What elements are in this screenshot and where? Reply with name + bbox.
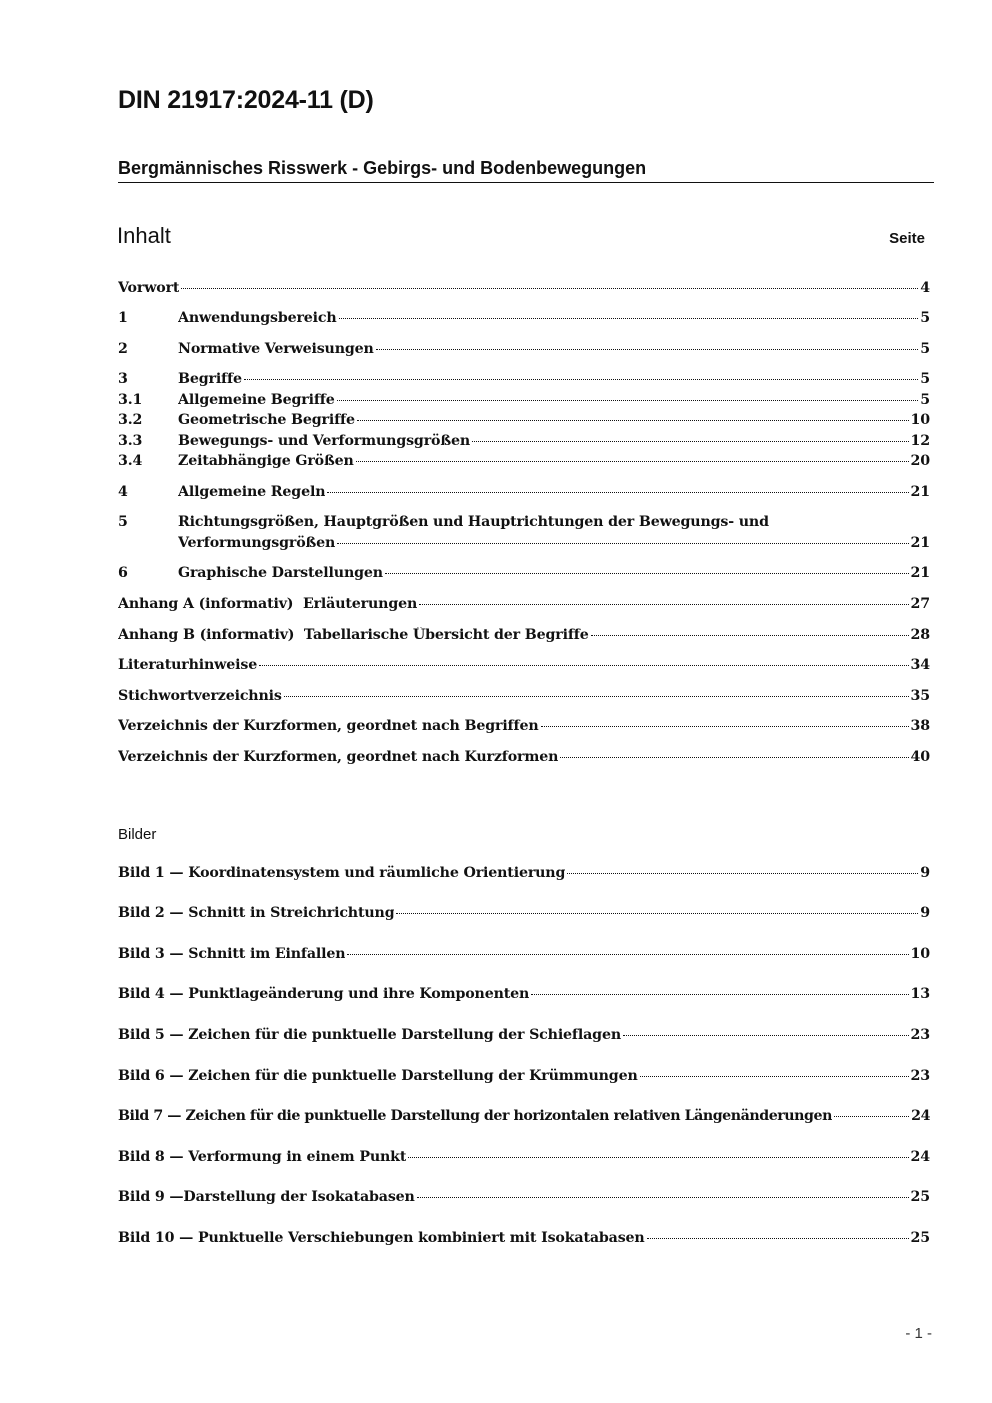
figure-entry-page: 24 [911, 1108, 930, 1124]
figure-entry[interactable] [118, 1027, 930, 1049]
figure-entry-text: Bild 3 — Schnitt im Einfallen [118, 946, 346, 962]
toc-entry-number: 1 [118, 310, 128, 326]
toc-entry-page: 12 [910, 433, 930, 449]
toc-entry-page: 10 [910, 412, 930, 428]
toc-leader-dots [337, 543, 908, 544]
toc-leader-dots [244, 379, 918, 380]
toc-entry-page: 21 [910, 565, 930, 581]
toc-entry-number: 3.3 [118, 433, 143, 449]
figure-entry-page: 13 [910, 986, 930, 1002]
toc-entry-bibliography[interactable] [118, 657, 930, 679]
toc-leader-dots [472, 441, 909, 442]
toc-leader-dots [376, 349, 919, 350]
toc-entry[interactable] [118, 565, 930, 587]
toc-entry-number: 6 [118, 565, 128, 581]
toc-entry[interactable] [118, 484, 930, 506]
toc-entry-text: Allgemeine Begriffe [178, 392, 335, 408]
figure-entry[interactable] [118, 1068, 930, 1090]
figure-entry-page: 25 [910, 1230, 930, 1246]
toc-entry[interactable] [118, 433, 930, 455]
toc-entry[interactable] [118, 341, 930, 363]
toc-entry[interactable] [118, 371, 930, 393]
toc-leader-dots [623, 1035, 909, 1036]
toc-entry-annex-a[interactable] [118, 596, 930, 618]
toc-entry-page: 20 [910, 453, 930, 469]
figure-entry[interactable] [118, 1149, 930, 1171]
toc-entry[interactable] [118, 453, 930, 475]
figure-entry[interactable] [118, 1108, 930, 1130]
toc-entry-text: Zeitabhängige Größen [178, 453, 354, 469]
toc-entry[interactable] [118, 749, 930, 771]
toc-entry-text: Begriffe [178, 371, 242, 387]
toc-entry-page: 28 [910, 627, 930, 643]
toc-leader-dots [339, 318, 919, 319]
toc-entry-number: 3.2 [118, 412, 143, 428]
figures-heading: Bilder [118, 826, 157, 843]
toc-entry-index[interactable] [118, 688, 930, 710]
toc-entry-text: Stichwortverzeichnis [118, 688, 282, 704]
toc-entry-text: Bewegungs- und Verformungsgrößen [178, 433, 471, 449]
toc-entry-text: Normative Verweisungen [178, 341, 374, 357]
figure-entry-text: Bild 10 — Punktuelle Verschiebungen kombiniert mit Isokatabasen [118, 1230, 645, 1246]
toc-leader-dots [396, 913, 918, 914]
figure-entry-page: 23 [910, 1068, 930, 1084]
toc-entry-text: Verzeichnis der Kurzformen, geordnet nach Begriffen [118, 718, 539, 734]
figure-entry[interactable] [118, 946, 930, 968]
toc-leader-dots [408, 1157, 908, 1158]
figure-entry[interactable] [118, 986, 930, 1008]
figure-entry-page: 23 [910, 1027, 930, 1043]
title-rule [118, 182, 934, 183]
toc-entry-annex-b[interactable] [118, 627, 930, 649]
toc-entry-page: 4 [920, 280, 930, 296]
toc-entry-number: 4 [118, 484, 128, 500]
toc-entry-number: 3.4 [118, 453, 143, 469]
toc-leader-dots [181, 288, 918, 289]
figure-entry-page: 25 [910, 1189, 930, 1205]
toc-entry-text: Literaturhinweise [118, 657, 258, 673]
toc-entry-page: 5 [920, 371, 930, 387]
toc-leader-dots [284, 696, 909, 697]
figure-entry[interactable] [118, 905, 930, 927]
toc-entry-page: 40 [910, 749, 930, 765]
toc-entry-text: Anhang A (informativ) Erläuterungen [118, 596, 418, 612]
toc-entry[interactable] [118, 310, 930, 332]
toc-entry-page: 21 [910, 484, 930, 500]
figure-entry-text: Bild 8 — Verformung in einem Punkt [118, 1149, 407, 1165]
figure-entry-text: Bild 6 — Zeichen für die punktuelle Darstellung der Krümmungen [118, 1068, 638, 1084]
document-title: Bergmännisches Risswerk - Gebirgs- und Bodenbewegungen [118, 158, 647, 178]
contents-heading: Inhalt [117, 223, 171, 248]
toc-leader-dots [531, 994, 908, 995]
page-number: - 1 - [905, 1325, 932, 1342]
toc-entry-text-line1[interactable]: Richtungsgrößen, Hauptgrößen und Hauptrichtungen der Bewegungs- und [178, 514, 769, 530]
toc-leader-dots [417, 1197, 909, 1198]
toc-entry-number: 3.1 [118, 392, 143, 408]
figure-entry[interactable] [118, 865, 930, 887]
toc-leader-dots [647, 1238, 909, 1239]
figure-entry-text: Bild 2 — Schnitt in Streichrichtung [118, 905, 395, 921]
toc-leader-dots [385, 573, 909, 574]
figure-entry-page: 9 [920, 905, 930, 921]
toc-leader-dots [591, 635, 909, 636]
toc-entry-number: 3 [118, 371, 128, 387]
toc-entry-text: Verzeichnis der Kurzformen, geordnet nach Kurzformen [118, 749, 559, 765]
toc-leader-dots [259, 665, 908, 666]
toc-entry-page: 21 [910, 535, 930, 551]
toc-entry-text: Anwendungsbereich [178, 310, 337, 326]
toc-entry-number: 5 [118, 514, 128, 530]
figure-entry-text: Bild 4 — Punktlageänderung und ihre Komponenten [118, 986, 530, 1002]
toc-leader-dots [337, 400, 919, 401]
toc-leader-dots [560, 757, 908, 758]
figure-entry[interactable] [118, 1189, 930, 1211]
figure-entry-page: 9 [920, 865, 930, 881]
page-column-label: Seite [889, 230, 925, 247]
toc-entry[interactable] [118, 535, 930, 557]
toc-entry-page: 38 [910, 718, 930, 734]
figure-entry-text: Bild 5 — Zeichen für die punktuelle Darstellung der Schieflagen [118, 1027, 621, 1043]
figure-entry[interactable] [118, 1230, 930, 1252]
toc-entry-text: Allgemeine Regeln [178, 484, 326, 500]
toc-entry[interactable] [118, 392, 930, 414]
toc-entry-page: 5 [920, 310, 930, 326]
toc-entry-text: Graphische Darstellungen [178, 565, 383, 581]
toc-entry-text: Geometrische Begriffe [178, 412, 355, 428]
toc-leader-dots [327, 492, 908, 493]
figure-entry-text: Bild 9 —Darstellung der Isokatabasen [118, 1189, 415, 1205]
document-id: DIN 21917:2024-11 (D) [118, 86, 374, 114]
toc-entry-text: Verformungsgrößen [178, 535, 336, 551]
toc-entry-number: 2 [118, 341, 128, 357]
toc-entry-page: 35 [910, 688, 930, 704]
toc-leader-dots [357, 420, 909, 421]
toc-entry-page: 34 [910, 657, 930, 673]
toc-leader-dots [347, 954, 908, 955]
toc-leader-dots [567, 873, 918, 874]
toc-leader-dots [419, 604, 908, 605]
toc-entry-page: 27 [910, 596, 930, 612]
toc-leader-dots [356, 461, 909, 462]
toc-entry-text: Anhang B (informativ) Tabellarische Übersicht der Begriffe [118, 627, 589, 643]
figure-entry-text: Bild 1 — Koordinatensystem und räumliche Orientierung [118, 865, 566, 881]
figure-entry-page: 24 [910, 1149, 930, 1165]
toc-leader-dots [834, 1116, 909, 1117]
toc-leader-dots [541, 726, 909, 727]
toc-entry-text: Vorwort [118, 280, 180, 296]
toc-leader-dots [640, 1076, 909, 1077]
toc-entry[interactable] [118, 412, 930, 434]
toc-entry-vorwort[interactable] [118, 280, 930, 302]
toc-entry-page: 5 [920, 392, 930, 408]
toc-entry-page: 5 [920, 341, 930, 357]
toc-entry[interactable] [118, 718, 930, 740]
figure-entry-text: Bild 7 — Zeichen für die punktuelle Darstellung der horizontalen relativen Längenänderungen [118, 1108, 832, 1124]
figure-entry-page: 10 [910, 946, 930, 962]
